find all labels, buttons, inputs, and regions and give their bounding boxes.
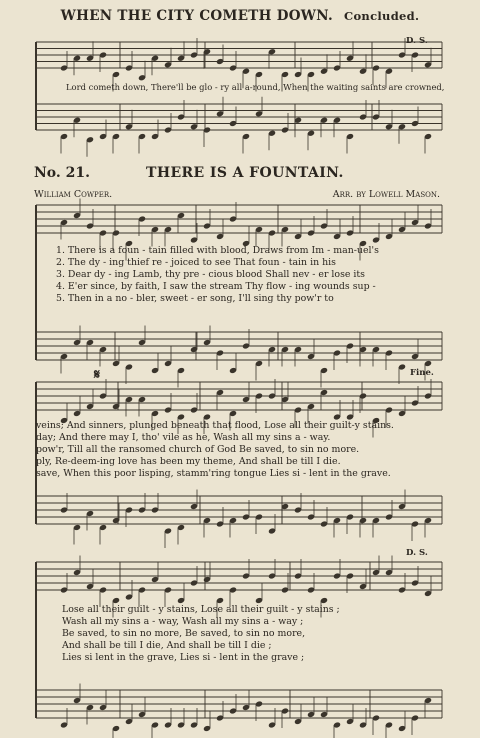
chorus-line-2: Wash all my sins a - way, Wash all my sins a - way ; bbox=[62, 616, 304, 627]
verse-block-3 bbox=[62, 604, 340, 664]
verse-line-2: 2. The dy - ing thief re - joiced to see That foun - tain in his bbox=[56, 257, 336, 268]
chorus-line-5: Lies si lent in the grave, Lies si - lent in the grave ; bbox=[62, 652, 305, 663]
refrain-line-5: save, When this poor lisping, stamm'ring tongue Lies si - lent in the grave. bbox=[36, 468, 391, 479]
verse-line-5: 5. Then in a no - bler, sweet - er song, I'll sing thy pow'r to bbox=[56, 293, 334, 304]
ds-mark-top: D. S. bbox=[406, 36, 428, 46]
chorus-line-3: Be saved, to sin no more, Be saved, to sin no more, bbox=[62, 628, 306, 639]
segno-sign: 𝄋 bbox=[94, 367, 101, 383]
top-lyric: Lord cometh down, There'll be glo - ry all a-round, When the waiting saints are crowned, bbox=[66, 82, 445, 92]
verse-block-2 bbox=[36, 420, 394, 480]
page-header bbox=[0, 8, 480, 24]
header-suffix: Concluded. bbox=[344, 9, 420, 23]
verse-line-3: 3. Dear dy - ing Lamb, thy pre - cious blood Shall nev - er lose its bbox=[56, 269, 365, 280]
hymn-number: No. 21. bbox=[34, 165, 90, 181]
ds-mark-bottom: D. S. bbox=[406, 548, 428, 558]
hymn-title: THERE IS A FOUNTAIN. bbox=[146, 165, 344, 181]
fine-mark: Fine. bbox=[410, 368, 434, 378]
hymn-author: William Cowper. bbox=[34, 189, 113, 200]
hymn-arranger: Arr. by Lowell Mason. bbox=[332, 189, 440, 200]
refrain-line-1: veins; And sinners, plunged beneath that flood, Lose all their guilt-y stains. bbox=[36, 420, 394, 431]
verse-line-4: 4. E'er since, by faith, I saw the stream Thy flow - ing wounds sup - bbox=[56, 281, 376, 292]
verse-block-1 bbox=[56, 245, 379, 305]
header-title: WHEN THE CITY COMETH DOWN. bbox=[60, 8, 333, 24]
chorus-line-4: And shall be till I die, And shall be till I die ; bbox=[62, 640, 272, 651]
refrain-line-2: day; And there may I, tho' vile as he, Wash all my sins a - way. bbox=[36, 432, 331, 443]
verse-line-1: 1. There is a foun - tain filled with blood, Draws from Im - man-uel's bbox=[56, 245, 379, 256]
chorus-line-1: Lose all their guilt - y stains, Lose all their guilt - y stains ; bbox=[62, 604, 340, 615]
refrain-line-3: pow'r, Till all the ransomed church of God Be saved, to sin no more. bbox=[36, 444, 360, 455]
refrain-line-4: ply, Re-deem-ing love has been my theme, And shall be till I die. bbox=[36, 456, 341, 467]
